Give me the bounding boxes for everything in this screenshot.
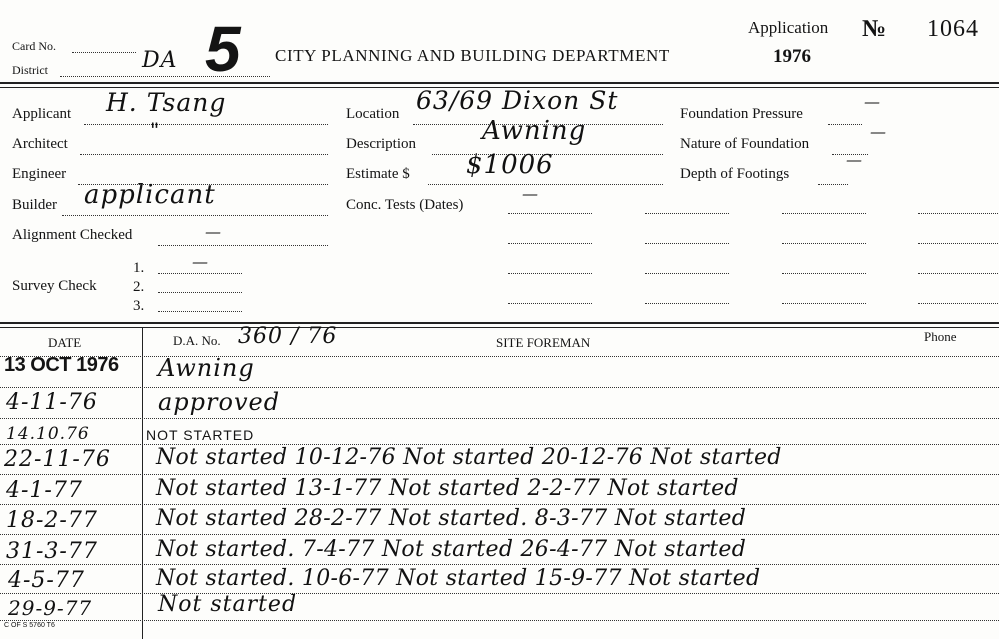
location-value: 63/69 Dixon St (416, 86, 619, 115)
builder-label: Builder (12, 197, 57, 213)
log-date-6: 18-2-77 (6, 508, 98, 533)
application-label: Application (748, 18, 829, 37)
card-no-label: Card No. (12, 39, 56, 53)
log-entry-9: Not started (158, 592, 298, 617)
log-row-line-5 (0, 504, 999, 505)
card-number-stamp: 5 (205, 13, 241, 85)
log-entry-2: approved (158, 388, 281, 416)
conc-line-4c (782, 303, 866, 304)
application-number: 1064 (927, 16, 979, 42)
number-symbol: № (862, 16, 887, 42)
log-row-line-2 (0, 418, 999, 419)
survey-item-2: 2. (133, 279, 145, 295)
district-label: District (12, 63, 48, 77)
log-date-5: 4-1-77 (6, 478, 83, 503)
architect-line (80, 154, 328, 155)
survey-line-3 (158, 311, 242, 312)
conc-tests-value: — (522, 184, 539, 203)
conc-line-1d (918, 213, 998, 214)
description-value: Awning (482, 116, 587, 146)
log-entry-3: NOT STARTED (146, 427, 255, 443)
conc-line-4d (918, 303, 998, 304)
engineer-label: Engineer (12, 166, 67, 182)
log-entry-7: Not started. 7-4-77 Not started 26-4-77 Not started (156, 537, 747, 562)
conc-line-3c (782, 273, 866, 274)
log-entry-4: Not started 10-12-76 Not started 20-12-76 Not started (156, 445, 782, 470)
alignment-label: Alignment Checked (12, 227, 133, 243)
phone-label: Phone (924, 329, 957, 344)
builder-line (62, 215, 328, 216)
foundation-pressure-line (828, 124, 862, 125)
log-date-1: 13 OCT 1976 (4, 354, 119, 376)
nature-of-foundation-label: Nature of Foundation (680, 136, 810, 152)
conc-line-2c (782, 243, 866, 244)
conc-line-3a (508, 273, 592, 274)
site-foreman-label: SITE FOREMAN (496, 335, 591, 350)
conc-line-3b (645, 273, 729, 274)
conc-line-4b (645, 303, 729, 304)
card-no-line (72, 52, 136, 53)
log-date-9: 29-9-77 (8, 596, 93, 620)
log-row-line-8 (0, 593, 999, 594)
log-date-3: 14.10.76 (6, 424, 90, 444)
da-number-label: D.A. No. (173, 333, 221, 348)
estimate-line (428, 184, 663, 185)
log-entry-1: Awning (158, 354, 255, 382)
conc-line-1c (782, 213, 866, 214)
survey-check-label: Survey Check (12, 278, 97, 294)
estimate-value: $1006 (466, 150, 554, 180)
date-header: DATE (48, 335, 82, 350)
application-year: 1976 (773, 46, 811, 67)
survey-value-1: — (192, 252, 209, 271)
log-row-line-0 (0, 356, 999, 357)
district-value: DA (142, 48, 178, 73)
foundation-pressure-label: Foundation Pressure (680, 106, 803, 122)
depth-of-footings-value: — (846, 150, 863, 169)
header-rule-1 (0, 82, 999, 84)
log-row-line-9 (0, 620, 999, 621)
conc-line-2d (918, 243, 998, 244)
survey-line-2 (158, 292, 242, 293)
log-row-line-4 (0, 474, 999, 475)
log-row-line-1 (0, 387, 999, 388)
form-code: C OF S 5760 T6 (4, 622, 55, 629)
location-label: Location (346, 106, 400, 122)
conc-tests-label: Conc. Tests (Dates) (346, 197, 464, 213)
conc-line-2b (645, 243, 729, 244)
da-number-value: 360 / 76 (238, 324, 338, 349)
survey-item-3: 3. (133, 298, 145, 314)
log-date-2: 4-11-76 (6, 390, 98, 415)
log-row-line-6 (0, 534, 999, 535)
alignment-line (158, 245, 328, 246)
log-entry-5: Not started 13-1-77 Not started 2-2-77 Not started (156, 476, 739, 501)
conc-line-1a (508, 213, 592, 214)
log-entry-6: Not started 28-2-77 Not started. 8-3-77 Not started (156, 506, 747, 531)
log-date-7: 31-3-77 (6, 539, 98, 564)
conc-line-2a (508, 243, 592, 244)
architect-label: Architect (12, 136, 68, 152)
depth-of-footings-label: Depth of Footings (680, 166, 790, 182)
log-entry-8: Not started. 10-6-77 Not started 15-9-77 Not started (156, 566, 761, 591)
log-rule-1 (0, 322, 999, 324)
department-title: CITY PLANNING AND BUILDING DEPARTMENT (275, 46, 670, 65)
survey-line-1 (158, 273, 242, 274)
survey-item-1: 1. (133, 260, 145, 276)
nature-of-foundation-value: — (870, 122, 887, 141)
applicant-value: H. Tsang (106, 88, 227, 117)
builder-value: applicant (84, 180, 216, 210)
conc-line-1b (645, 213, 729, 214)
description-label: Description (346, 136, 416, 152)
architect-value: " (150, 118, 161, 142)
log-date-8: 4-5-77 (8, 568, 85, 593)
log-date-4: 22-11-76 (4, 447, 111, 472)
depth-line (818, 184, 848, 185)
foundation-pressure-value: — (864, 92, 881, 111)
alignment-value: — (205, 222, 222, 241)
conc-line-4a (508, 303, 592, 304)
estimate-label: Estimate $ (346, 166, 410, 182)
conc-line-3d (918, 273, 998, 274)
applicant-label: Applicant (12, 106, 72, 122)
applicant-line (84, 124, 328, 125)
log-rule-2 (0, 327, 999, 328)
log-row-line-7 (0, 564, 999, 565)
